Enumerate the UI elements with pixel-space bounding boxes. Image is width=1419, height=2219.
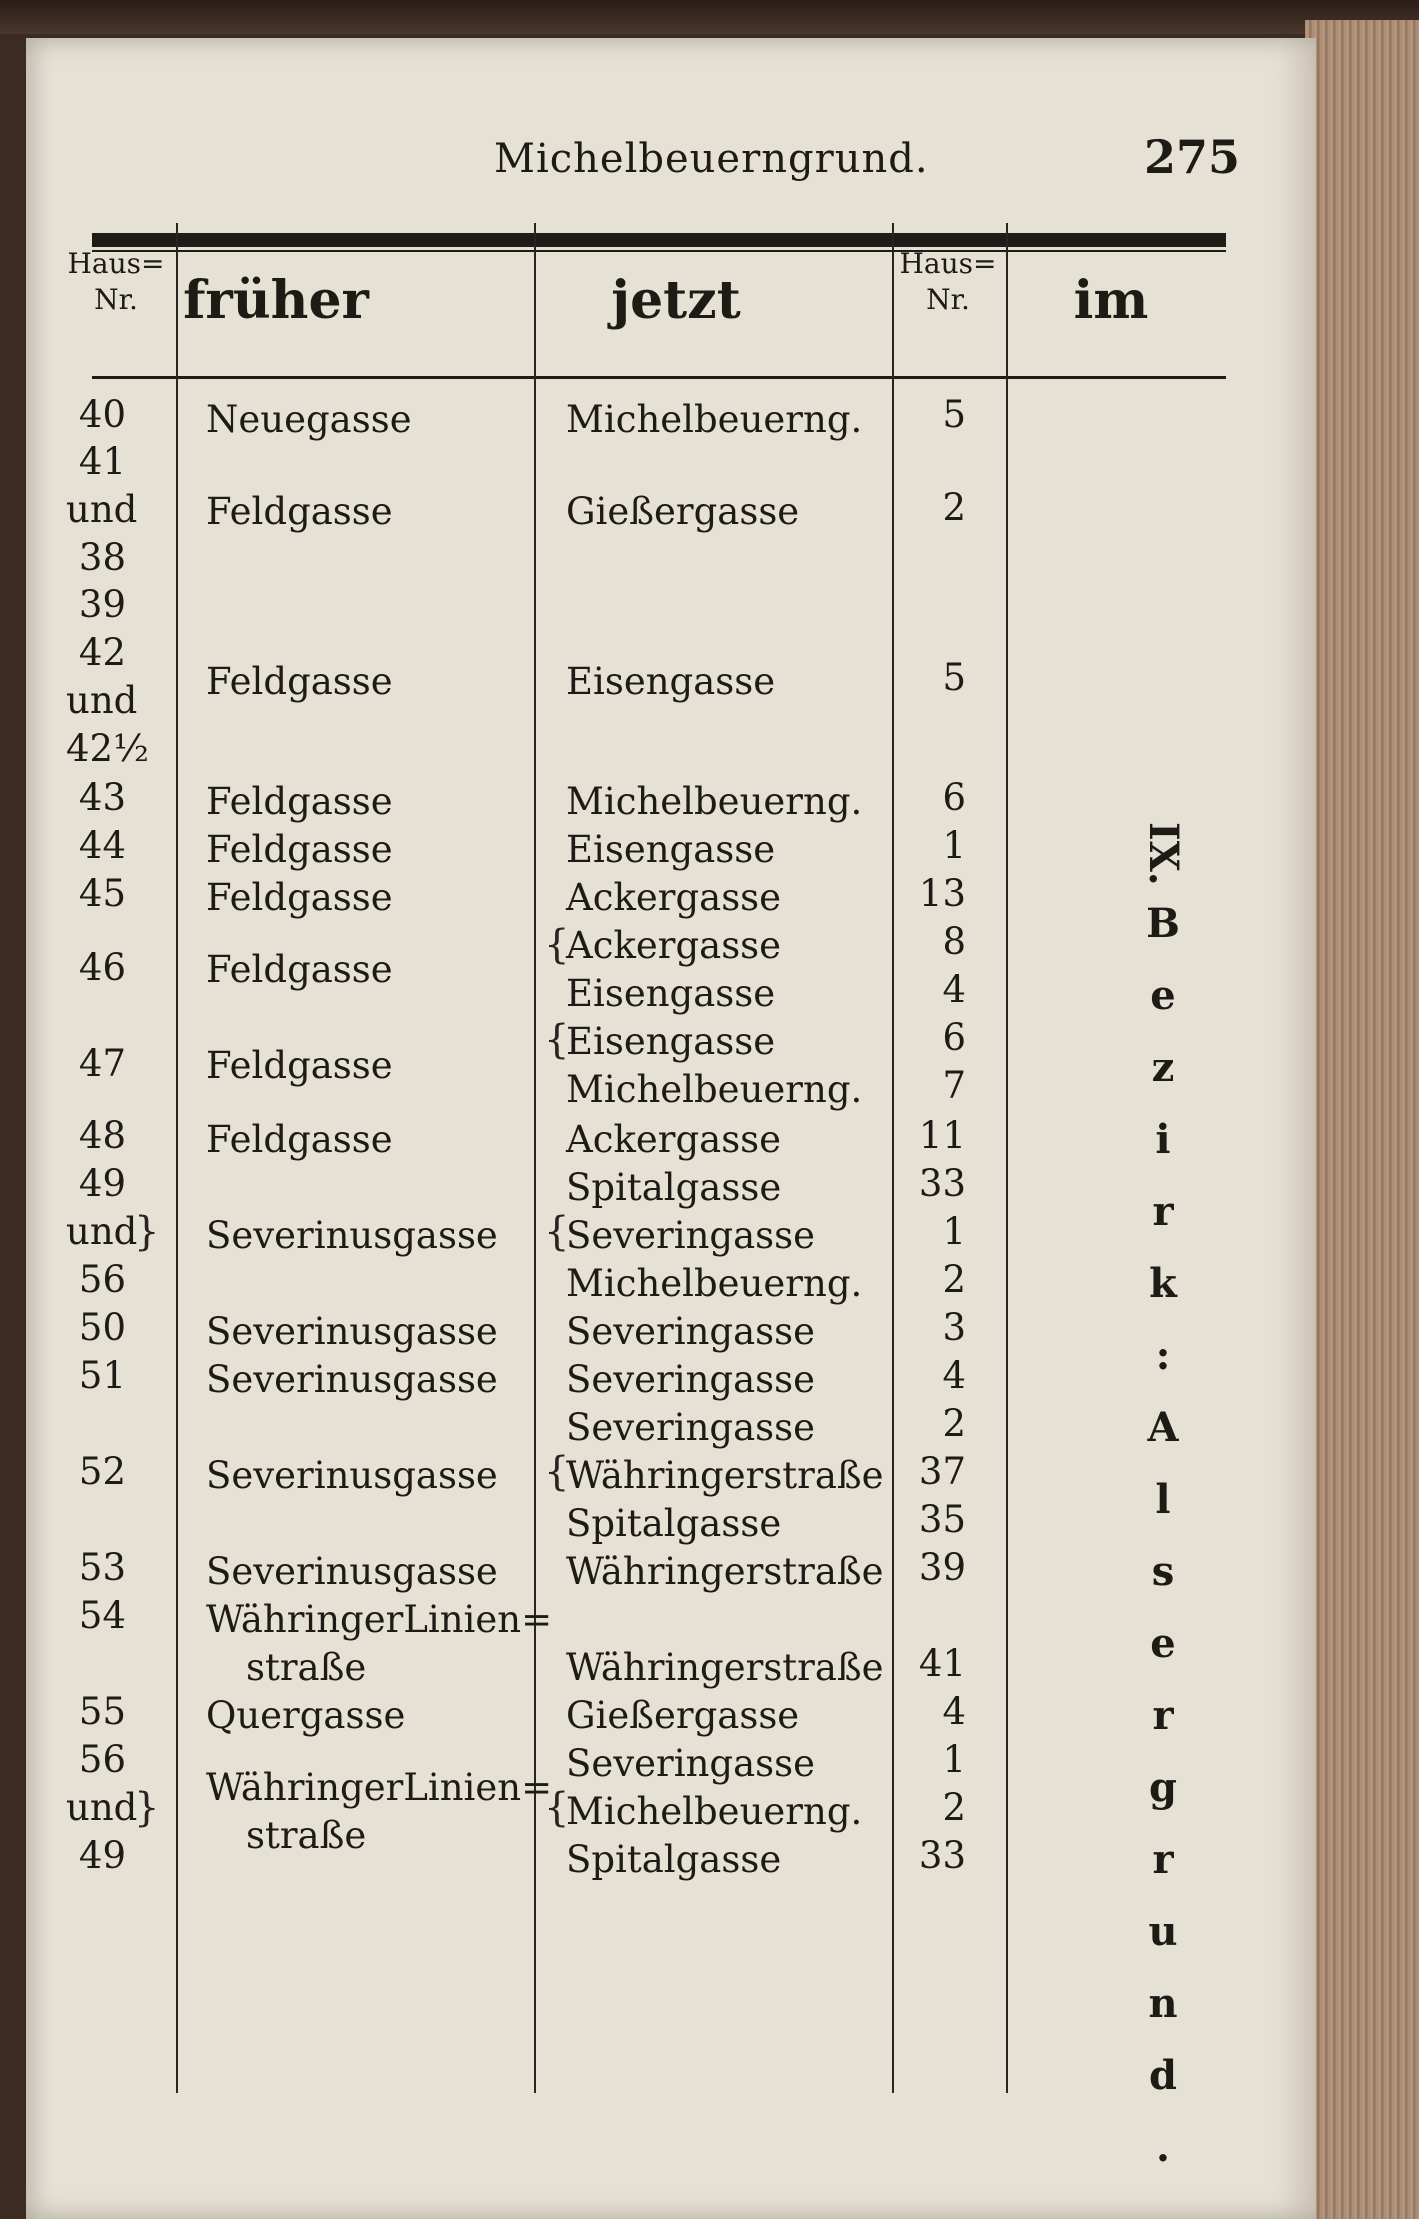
street-old: Severinusgasse	[206, 1358, 498, 1401]
column-rule	[534, 223, 536, 2093]
haus-nr-old: 44	[78, 824, 126, 867]
street-old: straße	[246, 1814, 367, 1857]
street-old: Feldgasse	[206, 660, 393, 703]
page-number: 275	[1144, 130, 1241, 184]
street-old: Feldgasse	[206, 876, 393, 919]
haus-nr-new: 1	[942, 824, 966, 867]
haus-nr-old: 42½	[66, 727, 149, 770]
district-side-label-glyph: d	[1149, 2052, 1177, 2099]
haus-nr-old: und	[66, 679, 138, 722]
brace-icon: {	[544, 1785, 570, 1831]
book-page	[26, 38, 1316, 2219]
haus-nr-old: 56	[78, 1738, 126, 1781]
haus-nr-old: 50	[78, 1306, 126, 1349]
haus-nr-new: 6	[942, 1016, 966, 1059]
street-old: Severinusgasse	[206, 1550, 498, 1593]
column-rule	[892, 223, 894, 2093]
column-rule	[176, 223, 178, 2093]
haus-nr-old: 48	[78, 1114, 126, 1157]
street-old: Feldgasse	[206, 490, 393, 533]
district-side-label-glyph: e	[1150, 972, 1176, 1019]
brace-icon: }	[134, 1785, 160, 1831]
header-rule-thin	[92, 250, 1226, 252]
haus-nr-new: 35	[918, 1498, 966, 1541]
street-old: Feldgasse	[206, 780, 393, 823]
haus-nr-old: 38	[78, 536, 126, 579]
haus-nr-new: 8	[942, 920, 966, 963]
street-new: Michelbeuerng.	[566, 1262, 863, 1305]
street-new: Gießergasse	[566, 490, 800, 533]
haus-nr-new: 1	[942, 1738, 966, 1781]
street-new: Eisengasse	[566, 972, 776, 1015]
haus-nr-old: 42	[78, 631, 126, 674]
street-new: Ackergasse	[566, 924, 782, 967]
street-old: Feldgasse	[206, 1044, 393, 1087]
haus-nr-new: 4	[942, 968, 966, 1011]
street-old: WähringerLinien=	[206, 1766, 553, 1809]
column-header-rule	[92, 376, 1226, 379]
street-old: Neuegasse	[206, 398, 412, 441]
street-old: Feldgasse	[206, 948, 393, 991]
street-new: Spitalgasse	[566, 1838, 782, 1881]
street-new: Michelbeuerng.	[566, 1068, 863, 1111]
book-cover-edge	[0, 0, 1419, 34]
district-side-label-glyph: e	[1150, 1620, 1176, 1667]
street-new: Eisengasse	[566, 660, 776, 703]
haus-nr-new: 3	[942, 1306, 966, 1349]
haus-nr-new: 7	[942, 1064, 966, 1107]
column-rule	[1006, 223, 1008, 2093]
haus-nr-old: 41	[78, 440, 126, 483]
col-header-nr-label: Nr.	[94, 283, 138, 316]
haus-nr-old: 45	[78, 872, 126, 915]
haus-nr-old: 40	[78, 393, 126, 436]
street-new: Eisengasse	[566, 1020, 776, 1063]
haus-nr-old: 39	[78, 583, 126, 626]
district-side-label-glyph: n	[1148, 1980, 1178, 2027]
haus-nr-old: 46	[78, 946, 126, 989]
street-old: Quergasse	[206, 1694, 406, 1737]
haus-nr-old: 43	[78, 776, 126, 819]
haus-nr-old: 49	[78, 1162, 126, 1205]
haus-nr-new: 1	[942, 1210, 966, 1253]
col-header-im: im	[1073, 270, 1149, 331]
district-side-label-glyph: i	[1155, 1116, 1171, 1163]
haus-nr-new: 2	[942, 486, 966, 529]
haus-nr-old: 47	[78, 1042, 126, 1085]
street-old: Severinusgasse	[206, 1454, 498, 1497]
haus-nr-new: 6	[942, 776, 966, 819]
street-new: Ackergasse	[566, 876, 782, 919]
haus-nr-old: und	[66, 488, 138, 531]
street-old: Feldgasse	[206, 1118, 393, 1161]
street-new: Eisengasse	[566, 828, 776, 871]
street-old: straße	[246, 1646, 367, 1689]
brace-icon: {	[544, 1449, 570, 1495]
haus-nr-new: 2	[942, 1402, 966, 1445]
street-new: Michelbeuerng.	[566, 398, 863, 441]
haus-nr-old: 51	[78, 1354, 126, 1397]
district-side-label-glyph: u	[1148, 1908, 1178, 1955]
haus-nr-new: 33	[918, 1162, 966, 1205]
district-side-label-glyph: g	[1149, 1764, 1177, 1811]
col-header-haus-nr-right	[898, 246, 998, 318]
col-header-frueher: früher	[183, 270, 369, 331]
haus-nr-old: 54	[78, 1594, 126, 1637]
street-new: Währingerstraße	[566, 1454, 884, 1497]
brace-icon: {	[544, 1017, 570, 1063]
haus-nr-new: 4	[942, 1354, 966, 1397]
district-side-label-glyph: s	[1151, 1548, 1175, 1595]
street-old: Feldgasse	[206, 828, 393, 871]
haus-nr-old: 55	[78, 1690, 126, 1733]
haus-nr-new: 11	[918, 1114, 966, 1157]
district-side-label-glyph: r	[1152, 1836, 1174, 1883]
haus-nr-new: 37	[918, 1450, 966, 1493]
haus-nr-new: 2	[942, 1786, 966, 1829]
district-side-label-glyph: .	[1156, 2124, 1170, 2171]
street-new: Severingasse	[566, 1358, 816, 1401]
street-old: Severinusgasse	[206, 1214, 498, 1257]
col-header-haus-label: Haus=	[899, 247, 997, 280]
street-new: Gießergasse	[566, 1694, 800, 1737]
haus-nr-old: 56	[78, 1258, 126, 1301]
brace-icon: {	[544, 922, 570, 968]
haus-nr-new: 4	[942, 1690, 966, 1733]
street-new: Währingerstraße	[566, 1550, 884, 1593]
brace-icon: }	[134, 1209, 160, 1255]
haus-nr-old: 52	[78, 1450, 126, 1493]
street-new: Spitalgasse	[566, 1502, 782, 1545]
haus-nr-new: 2	[942, 1258, 966, 1301]
district-side-label-glyph: B	[1146, 900, 1180, 947]
street-new: Währingerstraße	[566, 1646, 884, 1689]
district-side-label-glyph: z	[1151, 1044, 1175, 1091]
district-side-label-glyph: l	[1155, 1476, 1171, 1523]
street-old: WähringerLinien=	[206, 1598, 553, 1641]
street-new: Michelbeuerng.	[566, 1790, 863, 1833]
page-edges	[1305, 20, 1419, 2219]
haus-nr-new: 41	[918, 1642, 966, 1685]
district-side-label-glyph: r	[1152, 1692, 1174, 1739]
district-side-label-glyph: :	[1155, 1332, 1171, 1379]
haus-nr-new: 13	[918, 872, 966, 915]
header-rule-thick	[92, 233, 1226, 247]
district-side-label-glyph: IX.	[1140, 822, 1187, 886]
district-side-label-glyph: A	[1147, 1404, 1179, 1451]
street-old: Severinusgasse	[206, 1310, 498, 1353]
col-header-nr-label: Nr.	[926, 283, 970, 316]
haus-nr-new: 5	[942, 393, 966, 436]
street-new: Severingasse	[566, 1406, 816, 1449]
district-side-label	[1141, 808, 1185, 2184]
haus-nr-new: 39	[918, 1546, 966, 1589]
haus-nr-old: und	[66, 1210, 138, 1253]
street-new: Severingasse	[566, 1214, 816, 1257]
brace-icon: {	[544, 1209, 570, 1255]
street-new: Ackergasse	[566, 1118, 782, 1161]
col-header-haus-nr-left	[66, 246, 166, 318]
col-header-haus-label: Haus=	[67, 247, 165, 280]
col-header-jetzt: jetzt	[611, 270, 741, 331]
district-side-label-glyph: r	[1152, 1188, 1174, 1235]
street-new: Spitalgasse	[566, 1166, 782, 1209]
district-side-label-glyph: k	[1149, 1260, 1177, 1307]
haus-nr-old: 53	[78, 1546, 126, 1589]
running-title: Michelbeuerngrund.	[494, 136, 929, 182]
street-new: Severingasse	[566, 1310, 816, 1353]
street-new: Michelbeuerng.	[566, 780, 863, 823]
haus-nr-old: 49	[78, 1834, 126, 1877]
haus-nr-old: und	[66, 1786, 138, 1829]
haus-nr-new: 5	[942, 656, 966, 699]
street-new: Severingasse	[566, 1742, 816, 1785]
haus-nr-new: 33	[918, 1834, 966, 1877]
